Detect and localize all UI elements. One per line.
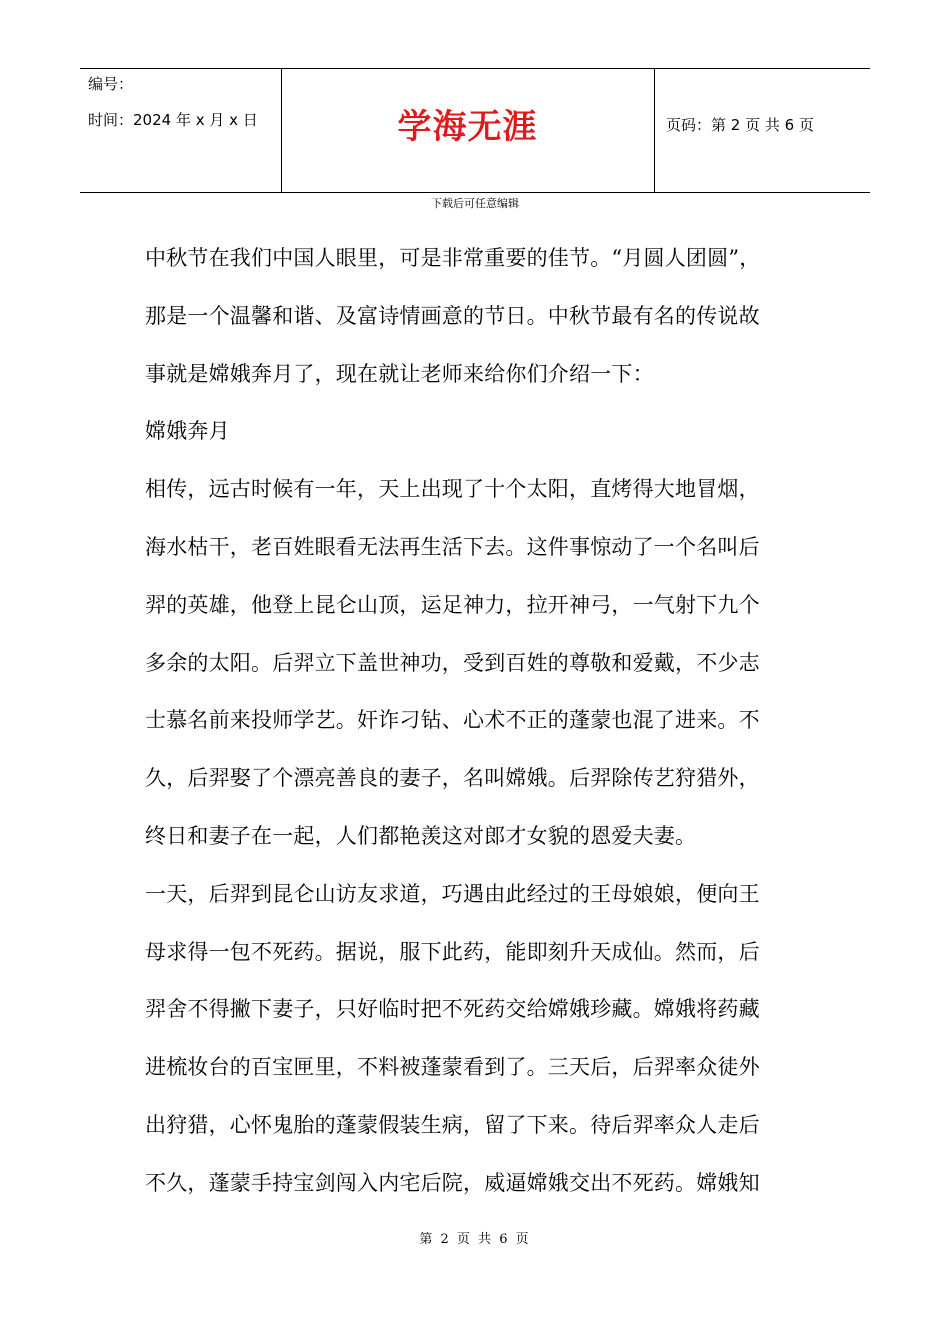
text-line: 多余的太阳。后羿立下盖世神功，受到百姓的尊敬和爱戴，不少志	[145, 650, 760, 675]
document-body	[145, 230, 825, 1213]
header-title: 学海无涯	[397, 107, 538, 147]
text-line: 出狩猎，心怀鬼胎的蓬蒙假装生病，留了下来。待后羿率众人走后	[145, 1112, 760, 1137]
text-line: 事就是嫦娥奔月了，现在就让老师来给你们介绍一下：	[145, 361, 654, 386]
text-line: 一天，后羿到昆仑山访友求道，巧遇由此经过的王母娘娘，便向王	[145, 881, 760, 906]
text-line: 相传，远古时候有一年，天上出现了十个太阳，直烤得大地冒烟，	[145, 477, 760, 502]
header-table	[80, 68, 870, 193]
text-line: 不久，蓬蒙手持宝剑闯入内宅后院，威逼嫦娥交出不死药。嫦娥知	[145, 1170, 760, 1195]
header-divider	[654, 69, 655, 192]
page-info: 页码：第 2 页 共 6 页	[666, 116, 814, 134]
text-line: 久，后羿娶了个漂亮善良的妻子，名叫嫦娥。后羿除传艺狩猎外，	[145, 766, 760, 791]
text-line: 那是一个温馨和谐、及富诗情画意的节日。中秋节最有名的传说故	[145, 303, 760, 328]
time-label: 时间：2024 年 x 月 x 日	[88, 111, 258, 129]
page-footer: 第 2 页 共 6 页	[419, 1232, 531, 1247]
number-label: 编号：	[88, 75, 134, 93]
text-line: 母求得一包不死药。据说，服下此药，能即刻升天成仙。然而，后	[145, 939, 760, 964]
text-line: 中秋节在我们中国人眼里，可是非常重要的佳节。“月圆人团圆”，	[145, 246, 761, 270]
text-line: 羿舍不得撇下妻子，只好临时把不死药交给嫦娥珍藏。嫦娥将药藏	[145, 997, 760, 1022]
text-line: 士慕名前来投师学艺。奸诈刁钻、心术不正的蓬蒙也混了进来。不	[145, 708, 760, 733]
text-line: 羿的英雄，他登上昆仑山顶，运足神力，拉开神弓，一气射下九个	[145, 592, 760, 617]
text-line: 海水枯干，老百姓眼看无法再生活下去。这件事惊动了一个名叫后	[145, 534, 760, 559]
section-heading: 嫦娥奔月	[145, 419, 230, 444]
text-line: 进梳妆台的百宝匣里，不料被蓬蒙看到了。三天后，后羿率众徒外	[145, 1055, 760, 1080]
text-line: 终日和妻子在一起，人们都艳羡这对郎才女貌的恩爱夫妻。	[145, 823, 697, 848]
edit-note: 下载后可任意编辑	[431, 197, 519, 210]
